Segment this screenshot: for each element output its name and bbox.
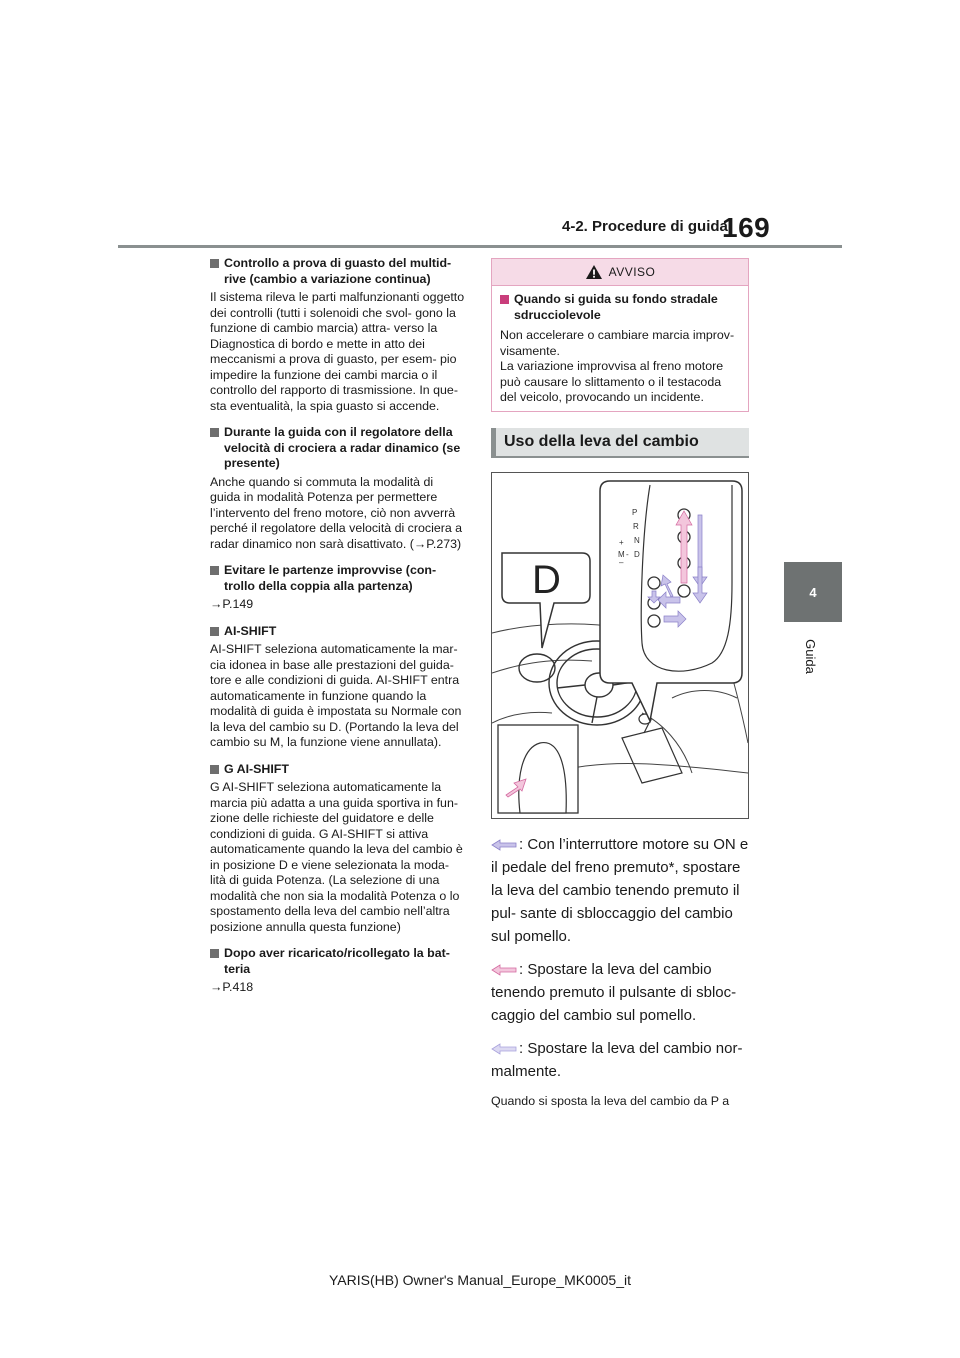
gate-label-m: M [618, 550, 625, 559]
shift-lever-drawing [492, 473, 748, 818]
square-bullet-icon [210, 627, 219, 636]
gate-label-r: R [633, 522, 639, 531]
section-body: G AI-SHIFT seleziona automaticamente la marcia più adatta a una guida sportiva in fun- zione delle richieste del guidatore e delle condizioni di guida. G AI-SHIFT si attiva automaticamente quando la leva del cambio è in posizione D e viene selezionata la moda- lità di guida Potenza. (La selezione di una modalità che non sia la modalità Potenza o lo spostamento della leva del cambio nell’altra posizione annulla questa funzione) [210, 780, 463, 934]
gate-label-d: D [634, 550, 640, 559]
section-heading: Durante la guida con il regolatore della velocità di crociera a radar dinamico (se presente) [224, 425, 461, 470]
gate-label-p: P [632, 508, 638, 517]
section-ai-shift [210, 624, 466, 751]
legend-text-1: : Con l’interruttore motore su ON e il pedale del freno premuto*, spostare la leva del cambio tenendo premuto il pul- sante di sbloccaggio del cambio sul pomello. [491, 836, 749, 945]
section-heading: Evitare le partenze improvvise (con- trollo della coppia alla partenza) [224, 563, 437, 593]
square-bullet-icon [210, 765, 219, 774]
section-heading: AI-SHIFT [224, 623, 277, 638]
page-reference-link[interactable]: →P.149 [210, 597, 254, 611]
legend-item-2 [491, 958, 753, 1027]
legend-item-3 [491, 1037, 753, 1083]
warning-text: Non accelerare o cambiare marcia improv- visamente. [500, 328, 735, 358]
gate-label-n: N [634, 536, 640, 545]
chapter-tab-label [790, 626, 830, 686]
gate-label-minus: - [626, 550, 629, 559]
warning-heading: Quando si guida su fondo stradale sdrucciolevole [514, 292, 718, 322]
section-body: Il sistema rileva le parti malfunzionanti oggetto dei controlli (tutti i solenoidi che svol- gono la funzione di cambio marcia) attra- verso la Diagnostica di bordo e mette in atto dei meccanismi a prova di guasto, per esem- pio impedire la funzione dei cambi marcia o il controllo del rapporto di trasmissione. In que- sta eventualità, la spia guasto si accende. [210, 290, 465, 413]
square-bullet-icon [210, 566, 219, 575]
section-title-bar [491, 428, 749, 458]
section-body: Anche quando si commuta la modalità di guida in modalità Potenza per permettere l’intervento del freno motore, ciò non avverrà perché il regolatore della velocità di crociera a radar dinamico non sarà disattivato. (→P.273) [210, 474, 463, 551]
section-failsafe [210, 256, 466, 414]
section-body: AI-SHIFT seleziona automaticamente la mar- cia idonea in base alle prestazioni del guida- tore e alle condizioni di guida. AI-SHIFT entra automaticamente in funzione quando la modalità di guida è impostata su Normale con la leva del cambio su D. (Portando la leva del cambio su M, la funzione viene annullata). [210, 642, 462, 749]
chapter-tab-label-text: Guida [802, 638, 818, 674]
square-bullet-icon [210, 949, 219, 958]
square-bullet-icon [210, 428, 219, 437]
warning-header [492, 259, 748, 286]
left-column [210, 256, 466, 1007]
page-number: 169 [722, 212, 771, 243]
header-rule [118, 245, 842, 248]
footnote-text: Quando si sposta la leva del cambio da P a [491, 1094, 730, 1108]
gate-label-dash: – [619, 558, 624, 567]
warning-body [492, 286, 748, 406]
section-title-text: Uso della leva del cambio [504, 433, 699, 450]
square-bullet-icon [210, 259, 219, 268]
left-arrow-icon [491, 839, 517, 851]
callout-letter-d: D [532, 558, 561, 602]
footer-text: YARIS(HB) Owner's Manual_Europe_MK0005_it [329, 1272, 631, 1288]
section-heading: Controllo a prova di guasto del multid- rive (cambio a variazione continua) [224, 256, 452, 286]
left-arrow-icon [491, 964, 517, 976]
legend-text-2: : Spostare la leva del cambio tenendo premuto il pulsante di sbloc- caggio del cambio sul pomello. [491, 961, 737, 1024]
legend-text [491, 833, 753, 1109]
section-cruise-control [210, 425, 466, 552]
gate-label-plus: + [619, 538, 624, 547]
left-arrow-icon [491, 1043, 517, 1055]
section-sudden-start [210, 563, 466, 613]
square-bullet-icon [500, 295, 509, 304]
section-heading: Dopo aver ricaricato/ricollegato la bat- teria [224, 946, 450, 976]
chapter-tab-number: 4 [784, 562, 842, 622]
section-title: 4-2. Procedure di guida [562, 218, 728, 235]
legend-text-3: : Spostare la leva del cambio nor- malmente. [491, 1040, 743, 1080]
warning-title: AVVISO [608, 265, 656, 279]
section-g-ai-shift [210, 762, 466, 936]
shift-lever-illustration [491, 472, 749, 819]
legend-item-1 [491, 833, 753, 948]
section-battery [210, 946, 466, 996]
section-heading: G AI-SHIFT [224, 761, 289, 776]
warning-triangle-icon [585, 264, 603, 280]
warning-text: La variazione improvvisa al freno motore può causare lo slittamento o il testacoda del veicolo, provocando un incidente. [500, 359, 724, 404]
page-reference-link[interactable]: →P.418 [210, 980, 254, 994]
warning-box [491, 258, 749, 412]
